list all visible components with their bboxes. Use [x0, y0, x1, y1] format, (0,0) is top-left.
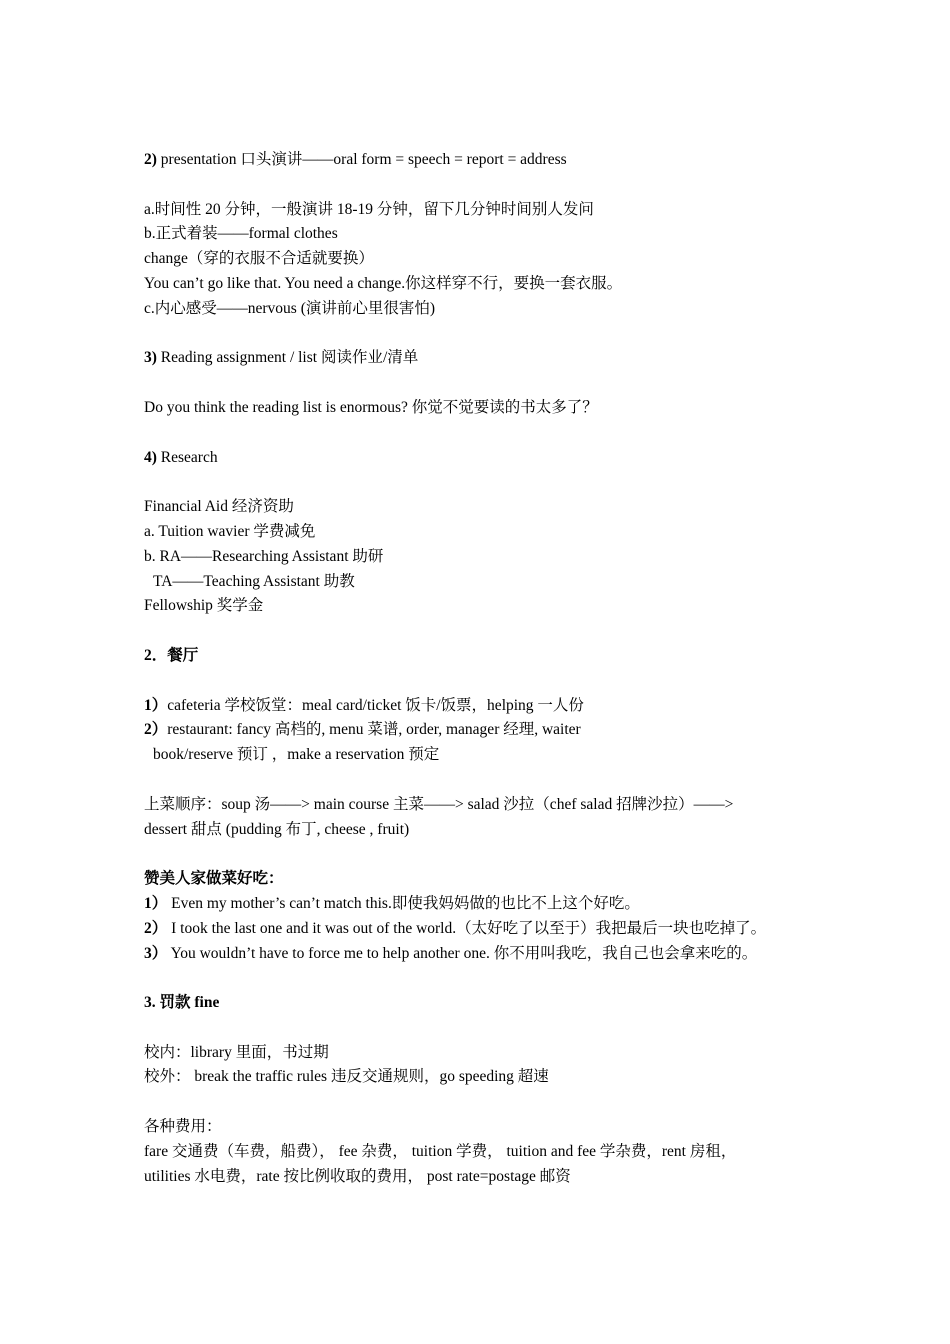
praise-item-3: [144, 942, 844, 967]
fine-offcampus: 校外： break the traffic rules 违反交通规则，go speeding 超速: [144, 1068, 549, 1086]
course-order-line-1: 上菜顺序：soup 汤——> main course 主菜——> salad 沙拉（chef salad 招牌沙拉）——>: [144, 795, 734, 813]
reading-example: Do you think the reading list is enormous? 你觉不觉要读的书太多了？: [144, 398, 598, 416]
presentation-point-a: a.时间性 20 分钟，一般演讲 18-19 分钟，留下几分钟时间别人发问: [144, 200, 594, 218]
fees-line-1: fare 交通费（车费，船费）， fee 杂费， tuition 学费， tuition and fee 学杂费，rent 房租，: [144, 1142, 737, 1160]
reading-heading: [144, 346, 844, 371]
item-number: 1）: [144, 696, 168, 714]
restaurant-line-3: book/reserve 预订 ，make a reservation 预定: [153, 746, 440, 764]
presentation-point-b: b.正式着装——formal clothes: [144, 225, 338, 243]
item-number: 3）: [144, 944, 168, 962]
financial-aid-title: Financial Aid 经济资助: [144, 498, 294, 516]
financial-aid-ta: TA——Teaching Assistant 助教: [153, 572, 355, 590]
financial-aid-fellowship: Fellowship 奖学金: [144, 597, 264, 615]
restaurant-line-1-text: cafeteria 学校饭堂：meal card/ticket 饭卡/饭票，helping 一人份: [167, 696, 584, 714]
item-number: 4): [144, 448, 157, 466]
reading-title: Reading assignment / list 阅读作业/清单: [156, 349, 419, 367]
presentation-heading: [144, 148, 844, 173]
praise-item-text: I took the last one and it was out of the world.（太好吃了以至于）我把最后一块也吃掉了。: [167, 919, 767, 937]
course-order-line-2: dessert 甜点 (pudding 布丁, cheese , fruit): [144, 820, 410, 838]
restaurant-line-2: [144, 718, 844, 743]
fees-line-2: utilities 水电费，rate 按比例收取的费用， post rate=postage 邮资: [144, 1167, 571, 1185]
presentation-title: presentation 口头演讲——oral form = speech = report = address: [156, 151, 567, 168]
restaurant-line-2-text: restaurant: fancy 高档的, menu 菜谱, order, manager 经理, waiter: [167, 721, 581, 739]
item-number: 2）: [144, 919, 168, 937]
praise-item-text: Even my mother’s can’t match this.即使我妈妈做的也比不上这个好吃。: [167, 894, 640, 912]
document-page: [144, 148, 844, 1189]
presentation-example: You can’t go like that. You need a change.你这样穿不行，要换一套衣服。: [144, 274, 623, 292]
praise-item-2: [144, 917, 844, 942]
item-number: 2): [144, 151, 157, 168]
research-title: Research: [156, 448, 218, 466]
financial-aid-b: b. RA——Researching Assistant 助研: [144, 547, 384, 565]
praise-heading: 赞美人家做菜好吃：: [144, 870, 284, 888]
restaurant-line-1: [144, 694, 844, 719]
fees-title: 各种费用：: [144, 1118, 222, 1136]
praise-item-text: You wouldn’t have to force me to help another one. 你不用叫我吃，我自己也会拿来吃的。: [167, 944, 758, 962]
financial-aid-a: a. Tuition wavier 学费减免: [144, 522, 316, 540]
presentation-point-c: c.内心感受——nervous (演讲前心里很害怕): [144, 299, 436, 317]
item-number: 2）: [144, 721, 168, 739]
item-number: 1）: [144, 894, 168, 912]
fine-campus: 校内：library 里面，书过期: [144, 1043, 329, 1061]
presentation-change: change（穿的衣服不合适就要换）: [144, 250, 374, 268]
praise-item-1: [144, 892, 844, 917]
item-number: 3): [144, 349, 157, 367]
research-heading: [144, 446, 844, 471]
restaurant-heading: 2．餐厅: [144, 646, 199, 664]
fine-heading: 3. 罚款 fine: [144, 994, 220, 1012]
